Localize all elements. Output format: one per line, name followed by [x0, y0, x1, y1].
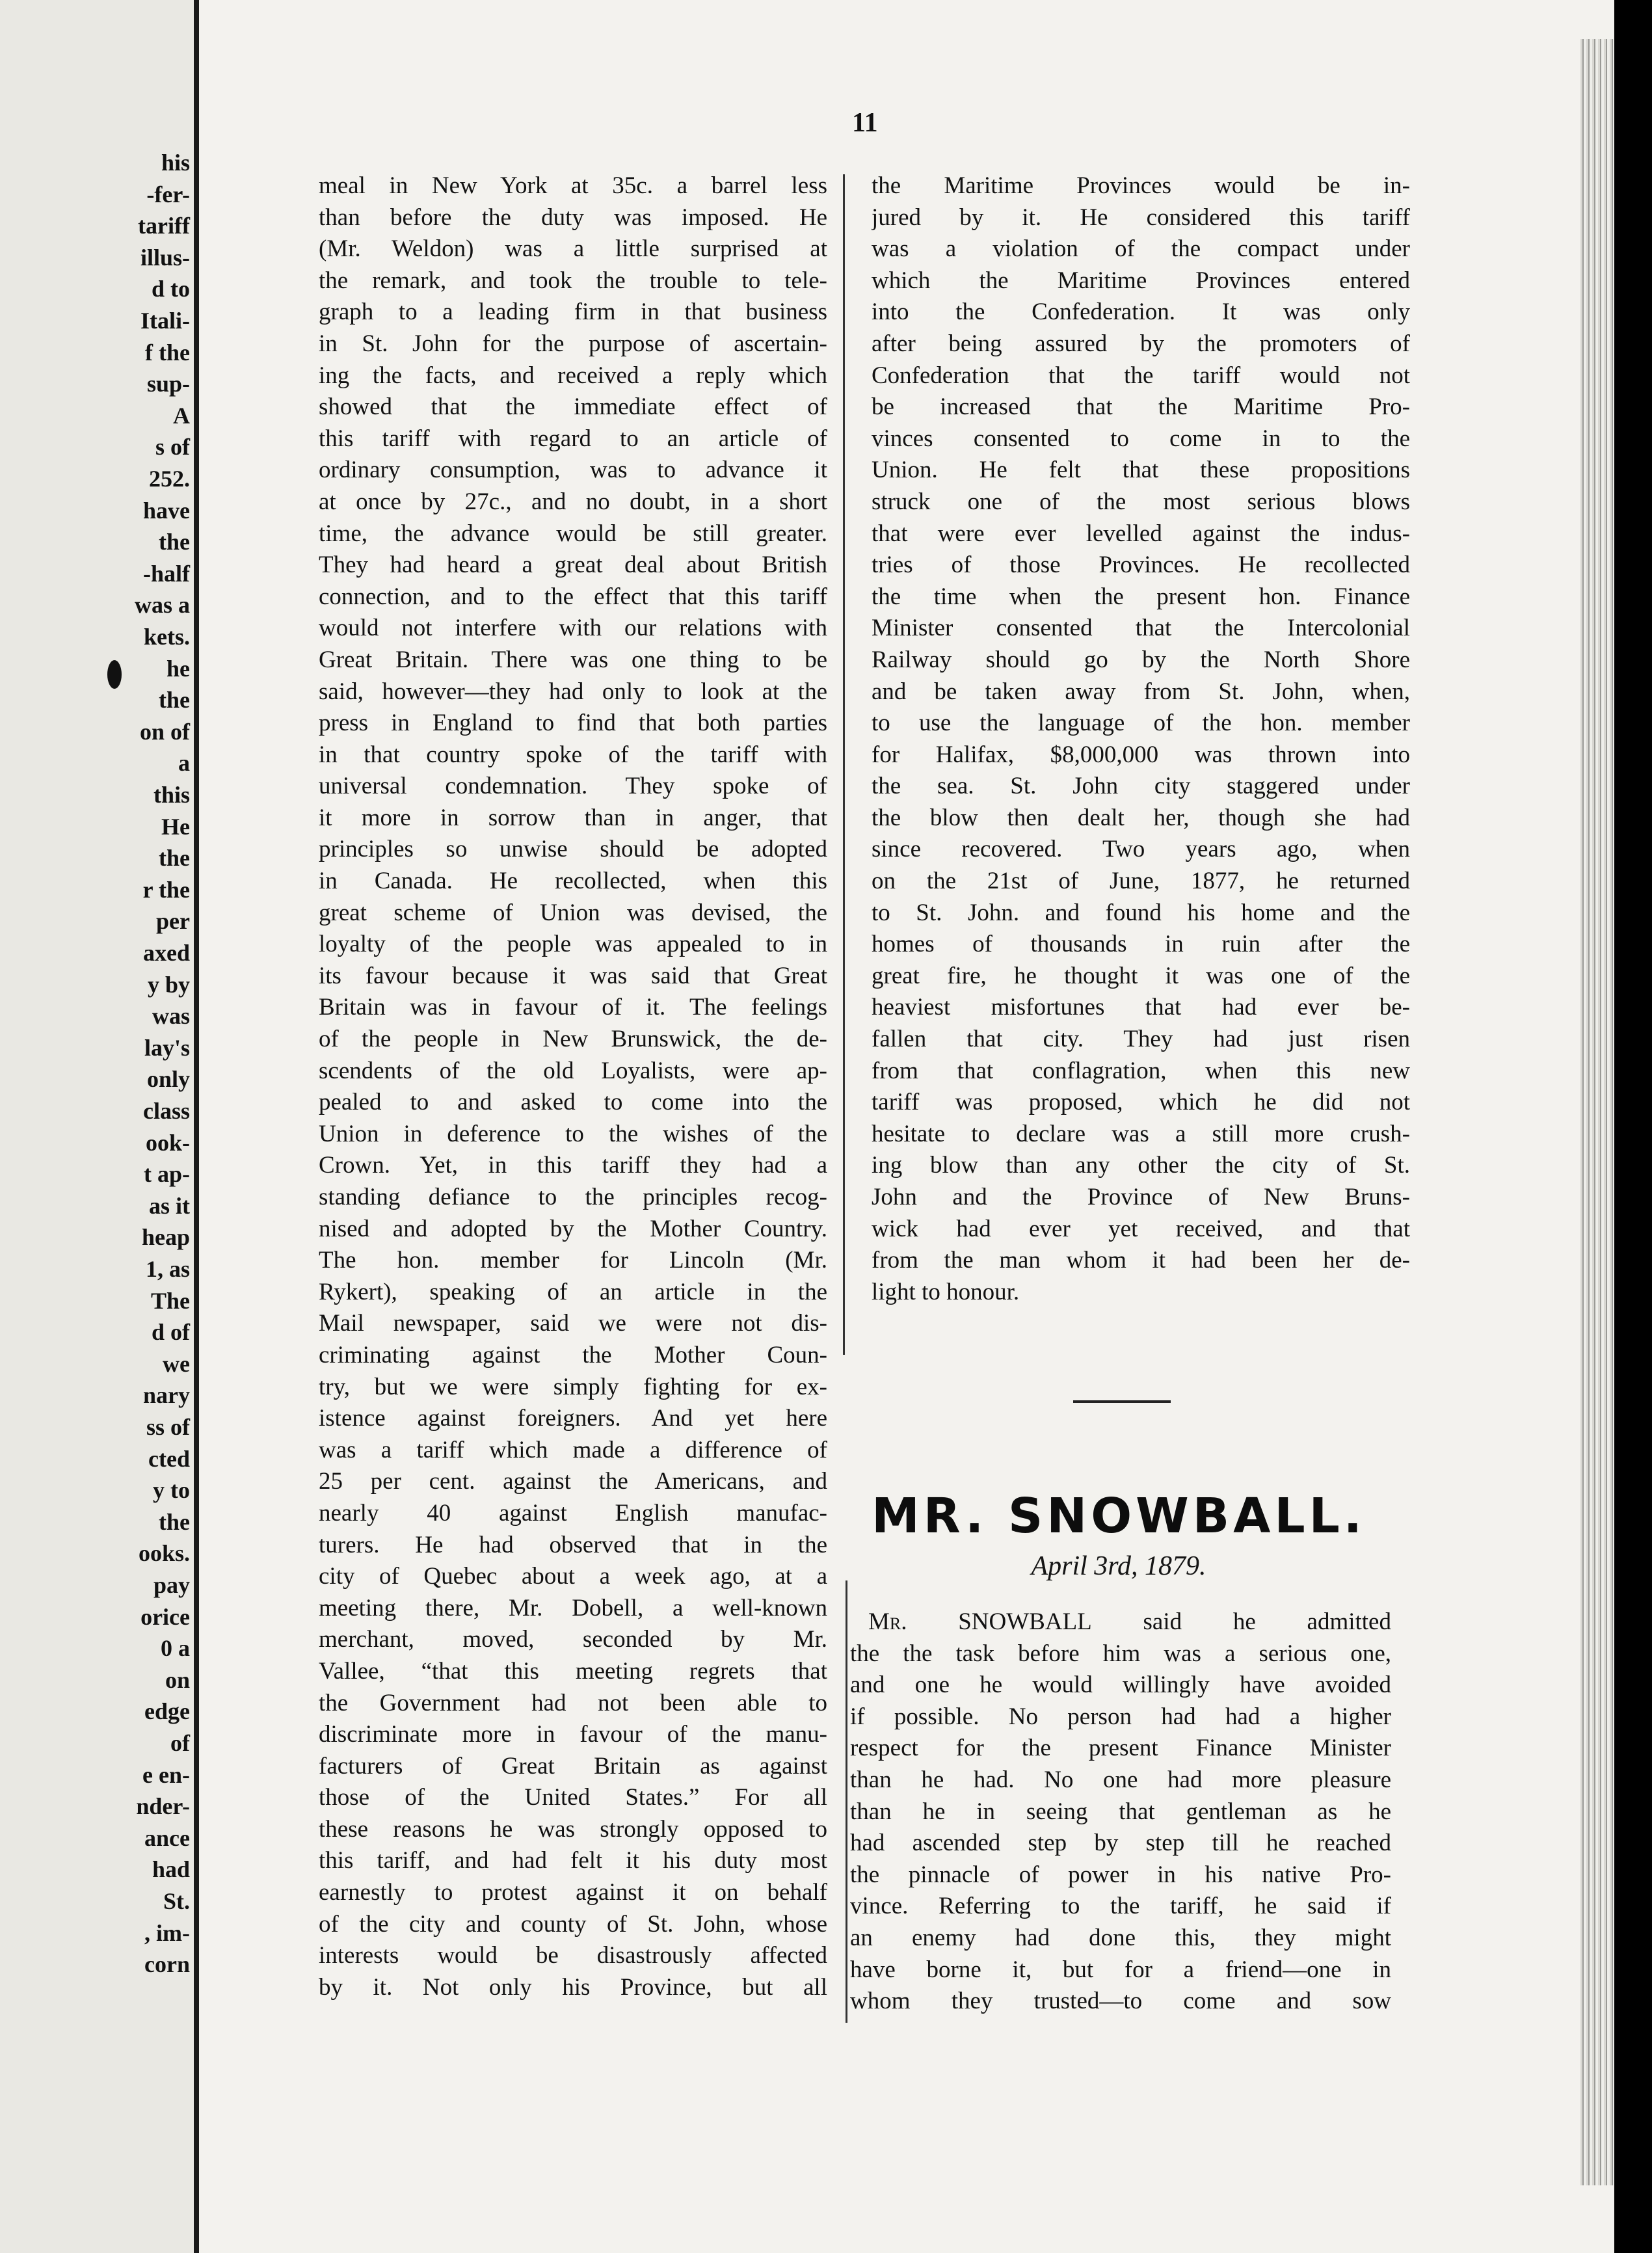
facing-page-word: lay's: [144, 1034, 190, 1061]
text-line: of the people in New Brunswick, the de-: [319, 1026, 827, 1053]
text-line: since recovered. Two years ago, when: [872, 836, 1410, 863]
facing-page-word: we: [163, 1350, 190, 1377]
facing-page-word: kets.: [144, 624, 190, 650]
text-line: Vallee, “that this meeting regrets that: [319, 1657, 827, 1685]
text-line: have borne it, but for a friend—one in: [850, 1956, 1391, 1983]
facing-page-word: , im-: [144, 1919, 190, 1946]
text-line: by it. Not only his Province, but all: [319, 1973, 827, 2001]
text-line: at once by 27c., and no doubt, in a short: [319, 488, 827, 515]
text-line: merchant, moved, seconded by Mr.: [319, 1626, 827, 1653]
facing-page-word: he: [167, 655, 190, 682]
facing-page-word: pay: [153, 1572, 190, 1598]
text-line: loyalty of the people was appealed to in: [319, 931, 827, 958]
text-line: Crown. Yet, in this tariff they had a: [319, 1152, 827, 1179]
facing-page-word: r the: [142, 876, 190, 903]
facing-page-word: -fer-: [146, 181, 190, 207]
text-line: the blow then dealt her, though she had: [872, 804, 1410, 831]
facing-page-word: ook-: [145, 1129, 190, 1156]
speech-first-line: [850, 1606, 1391, 1638]
text-line: They had heard a great deal about British: [319, 552, 827, 579]
text-line: press in England to find that both parties: [319, 710, 827, 737]
text-line: Great Britain. There was one thing to be: [319, 646, 827, 673]
text-line: and one he would willingly have avoided: [850, 1672, 1391, 1699]
facing-page-word: y to: [153, 1477, 190, 1504]
facing-page-word: have: [143, 497, 190, 524]
text-line: the time when the present hon. Finance: [872, 583, 1410, 610]
text-line: after being assured by the promoters of: [872, 330, 1410, 357]
facing-page-word: of: [170, 1730, 190, 1756]
text-line: principles so unwise should be adopted: [319, 836, 827, 863]
text-line: earnestly to protest against it on behalf: [319, 1879, 827, 1906]
text-line: ing the facts, and received a reply which: [319, 362, 827, 389]
text-line: jured by it. He considered this tariff: [872, 204, 1410, 231]
speech-first-line-text: said he admitted: [1091, 1608, 1391, 1635]
facing-page-word: tariff: [138, 213, 190, 239]
text-line: meeting there, Mr. Dobell, a well-known: [319, 1594, 827, 1621]
facing-page-word: on: [165, 1666, 190, 1693]
text-column-right: [872, 170, 1410, 1308]
facing-page-word: sup-: [146, 371, 190, 397]
text-line: Confederation that the tariff would not: [872, 362, 1410, 389]
text-line: which the Maritime Provinces entered: [872, 267, 1410, 294]
text-line: universal condemnation. They spoke of: [319, 773, 827, 800]
speech-title: MR. SNOWBALL.: [872, 1488, 1366, 1544]
text-line: try, but we were simply fighting for ex-: [319, 1373, 827, 1400]
text-line: meal in New York at 35c. a barrel less: [319, 172, 827, 199]
facing-page-word: this: [153, 782, 190, 808]
speaker-name: Mr. SNOWBALL: [868, 1608, 1092, 1635]
facing-page-word: nder-: [136, 1793, 190, 1820]
text-line: had ascended step by step till he reached: [850, 1830, 1391, 1857]
text-line: respect for the present Finance Minister: [850, 1735, 1391, 1762]
facing-page-word: the: [159, 845, 190, 872]
facing-page-word: -half: [143, 560, 190, 587]
facing-page-word: ooks.: [138, 1540, 190, 1567]
facing-page-word: was: [152, 1003, 190, 1030]
text-line: be increased that the Maritime Pro-: [872, 393, 1410, 421]
facing-page-word: cted: [148, 1445, 190, 1472]
text-line: vince. Referring to the tariff, he said if: [850, 1893, 1391, 1920]
facing-page-word: d to: [151, 276, 190, 302]
text-line: standing defiance to the principles recog-: [319, 1184, 827, 1210]
text-line: Railway should go by the North Shore: [872, 646, 1410, 673]
text-line: criminating against the Mother Coun-: [319, 1341, 827, 1368]
text-line: of the city and county of St. John, whose: [319, 1910, 827, 1938]
facing-page-word: the: [159, 1508, 190, 1535]
text-line: in St. John for the purpose of ascertain-: [319, 330, 827, 357]
text-line: from the man whom it had been her de-: [872, 1247, 1410, 1274]
text-line: Mail newspaper, said we were not dis-: [319, 1310, 827, 1337]
book-gutter: [194, 0, 199, 2253]
column-divider: [843, 174, 845, 1355]
text-line: nearly 40 against English manufac-: [319, 1499, 827, 1526]
text-line: that were ever levelled against the indus-: [872, 520, 1410, 547]
text-line: John and the Province of New Bruns-: [872, 1184, 1410, 1210]
text-line: interests would be disastrously affected: [319, 1942, 827, 1969]
facing-page-word: had: [152, 1856, 190, 1883]
text-line: into the Confederation. It was only: [872, 299, 1410, 326]
text-line: would not interfere with our relations with: [319, 615, 827, 642]
text-line: the Government had not been able to: [319, 1689, 827, 1716]
facing-page-word: per: [156, 908, 190, 935]
text-line: in that country spoke of the tariff with: [319, 741, 827, 768]
text-line: tries of those Provinces. He recollected: [872, 552, 1410, 579]
text-line: whom they trusted—to come and sow: [850, 1988, 1391, 2015]
text-line: Union. He felt that these propositions: [872, 457, 1410, 484]
text-line: was a violation of the compact under: [872, 235, 1410, 263]
facing-page-word: The: [150, 1287, 190, 1314]
facing-page-word: the: [159, 529, 190, 555]
text-line: and be taken away from St. John, when,: [872, 678, 1410, 705]
facing-page-word: Itali-: [140, 308, 190, 334]
page-number: 11: [852, 108, 878, 138]
facing-page-word: corn: [144, 1951, 190, 1978]
text-line: an enemy had done this, they might: [850, 1924, 1391, 1951]
facing-page-word: as it: [149, 1192, 190, 1219]
facing-page-word: was a: [134, 592, 190, 619]
text-column-left: [319, 170, 827, 2003]
facing-page-word: f the: [145, 339, 190, 366]
facing-page-word: orice: [140, 1603, 190, 1630]
facing-page-word: St.: [163, 1888, 190, 1914]
facing-page-word: heap: [141, 1224, 190, 1251]
text-line: pealed to and asked to come into the: [319, 1089, 827, 1116]
text-line: scendents of the old Loyalists, were ap-: [319, 1057, 827, 1084]
text-line: tariff was proposed, which he did not: [872, 1089, 1410, 1116]
text-line: fallen that city. They had just risen: [872, 1026, 1410, 1053]
facing-page-word: illus-: [140, 244, 190, 271]
text-line: istence against foreigners. And yet here: [319, 1405, 827, 1432]
text-line: said, however—they had only to look at the: [319, 678, 827, 705]
facing-page-word: edge: [144, 1698, 190, 1725]
ink-blot: [107, 660, 122, 689]
text-line: ing blow than any other the city of St.: [872, 1152, 1410, 1179]
text-line: discriminate more in favour of the manu-: [319, 1721, 827, 1748]
text-line: great scheme of Union was devised, the: [319, 899, 827, 926]
text-line: great fire, he thought it was one of the: [872, 962, 1410, 989]
text-line: in Canada. He recollected, when this: [319, 868, 827, 895]
facing-page-word: A: [173, 402, 190, 429]
facing-page-word: e en-: [142, 1761, 190, 1788]
text-line: showed that the immediate effect of: [319, 393, 827, 421]
text-line: The hon. member for Lincoln (Mr.: [319, 1247, 827, 1274]
text-line: connection, and to the effect that this tariff: [319, 583, 827, 610]
text-line: hesitate to declare was a still more crush-: [872, 1120, 1410, 1147]
text-line: vinces consented to come in to the: [872, 425, 1410, 452]
text-line: its favour because it was said that Great: [319, 962, 827, 989]
facing-page-word: his: [161, 150, 190, 176]
text-line: nised and adopted by the Mother Country.: [319, 1215, 827, 1242]
text-line: from that conflagration, when this new: [872, 1057, 1410, 1084]
facing-page-fragment: [0, 0, 194, 2253]
text-line: if possible. No person had had a higher: [850, 1703, 1391, 1730]
text-line: light to honour.: [872, 1278, 1020, 1305]
text-line: Minister consented that the Intercolonial: [872, 615, 1410, 642]
speech-date: April 3rd, 1879.: [1031, 1551, 1206, 1581]
facing-page-word: only: [146, 1066, 190, 1093]
text-line: heaviest misfortunes that had ever be-: [872, 994, 1410, 1021]
text-line: 25 per cent. against the Americans, and: [319, 1468, 827, 1495]
facing-page-word: 0 a: [161, 1635, 190, 1662]
facing-page-word: nary: [143, 1382, 190, 1409]
text-line: Britain was in favour of it. The feelings: [319, 994, 827, 1021]
text-line: time, the advance would be still greater.: [319, 520, 827, 547]
text-line: homes of thousands in ruin after the: [872, 931, 1410, 958]
text-line: this tariff, and had felt it his duty most: [319, 1847, 827, 1874]
text-line: graph to a leading firm in that business: [319, 299, 827, 326]
text-line: was a tariff which made a difference of: [319, 1436, 827, 1463]
text-line: for Halifax, $8,000,000 was thrown into: [872, 741, 1410, 768]
text-line: on the 21st of June, 1877, he returned: [872, 868, 1410, 895]
speech-body: [850, 1606, 1391, 2018]
text-line: the the task before him was a serious one,: [850, 1640, 1391, 1667]
facing-page-word: class: [143, 1098, 190, 1124]
facing-page-word: 1, as: [145, 1256, 190, 1282]
facing-page-word: d of: [151, 1319, 190, 1346]
text-line: Rykert), speaking of an article in the: [319, 1278, 827, 1305]
facing-page-word: ance: [144, 1824, 190, 1851]
facing-page-word: ss of: [146, 1414, 190, 1440]
text-line: this tariff with regard to an article of: [319, 425, 827, 452]
column-divider-lower: [846, 1580, 847, 2023]
text-line: struck one of the most serious blows: [872, 488, 1410, 515]
text-line: these reasons he was strongly opposed to: [319, 1815, 827, 1843]
text-line: Union in deference to the wishes of the: [319, 1120, 827, 1147]
text-line: wick had ever yet received, and that: [872, 1215, 1410, 1242]
text-line: ordinary consumption, was to advance it: [319, 457, 827, 484]
text-line: turers. He had observed that in the: [319, 1531, 827, 1558]
facing-page-word: y by: [147, 971, 190, 998]
page-edges: [1580, 39, 1614, 2185]
text-line: the Maritime Provinces would be in-: [872, 172, 1410, 199]
text-line: to St. John. and found his home and the: [872, 899, 1410, 926]
facing-page-word: axed: [143, 940, 190, 966]
text-line: than he in seeing that gentleman as he: [850, 1798, 1391, 1825]
facing-page-word: a: [178, 750, 190, 777]
text-line: the pinnacle of power in his native Pro-: [850, 1861, 1391, 1888]
facing-page-word: the: [159, 687, 190, 713]
text-line: the sea. St. John city staggered under: [872, 773, 1410, 800]
text-line: than before the duty was imposed. He: [319, 204, 827, 231]
text-line: it more in sorrow than in anger, that: [319, 804, 827, 831]
text-line: than he had. No one had more pleasure: [850, 1766, 1391, 1793]
text-line: the remark, and took the trouble to tele-: [319, 267, 827, 294]
facing-page-word: 252.: [149, 466, 190, 492]
section-separator: [1073, 1400, 1171, 1403]
text-line: (Mr. Weldon) was a little surprised at: [319, 235, 827, 263]
facing-page-word: t ap-: [144, 1161, 190, 1188]
facing-page-word: s of: [155, 434, 190, 460]
text-line: city of Quebec about a week ago, at a: [319, 1563, 827, 1590]
facing-page-word: on of: [139, 718, 190, 745]
text-line: facturers of Great Britain as against: [319, 1752, 827, 1780]
text-line: to use the language of the hon. member: [872, 710, 1410, 737]
facing-page-word: He: [161, 813, 190, 840]
text-line: those of the United States.” For all: [319, 1784, 827, 1811]
